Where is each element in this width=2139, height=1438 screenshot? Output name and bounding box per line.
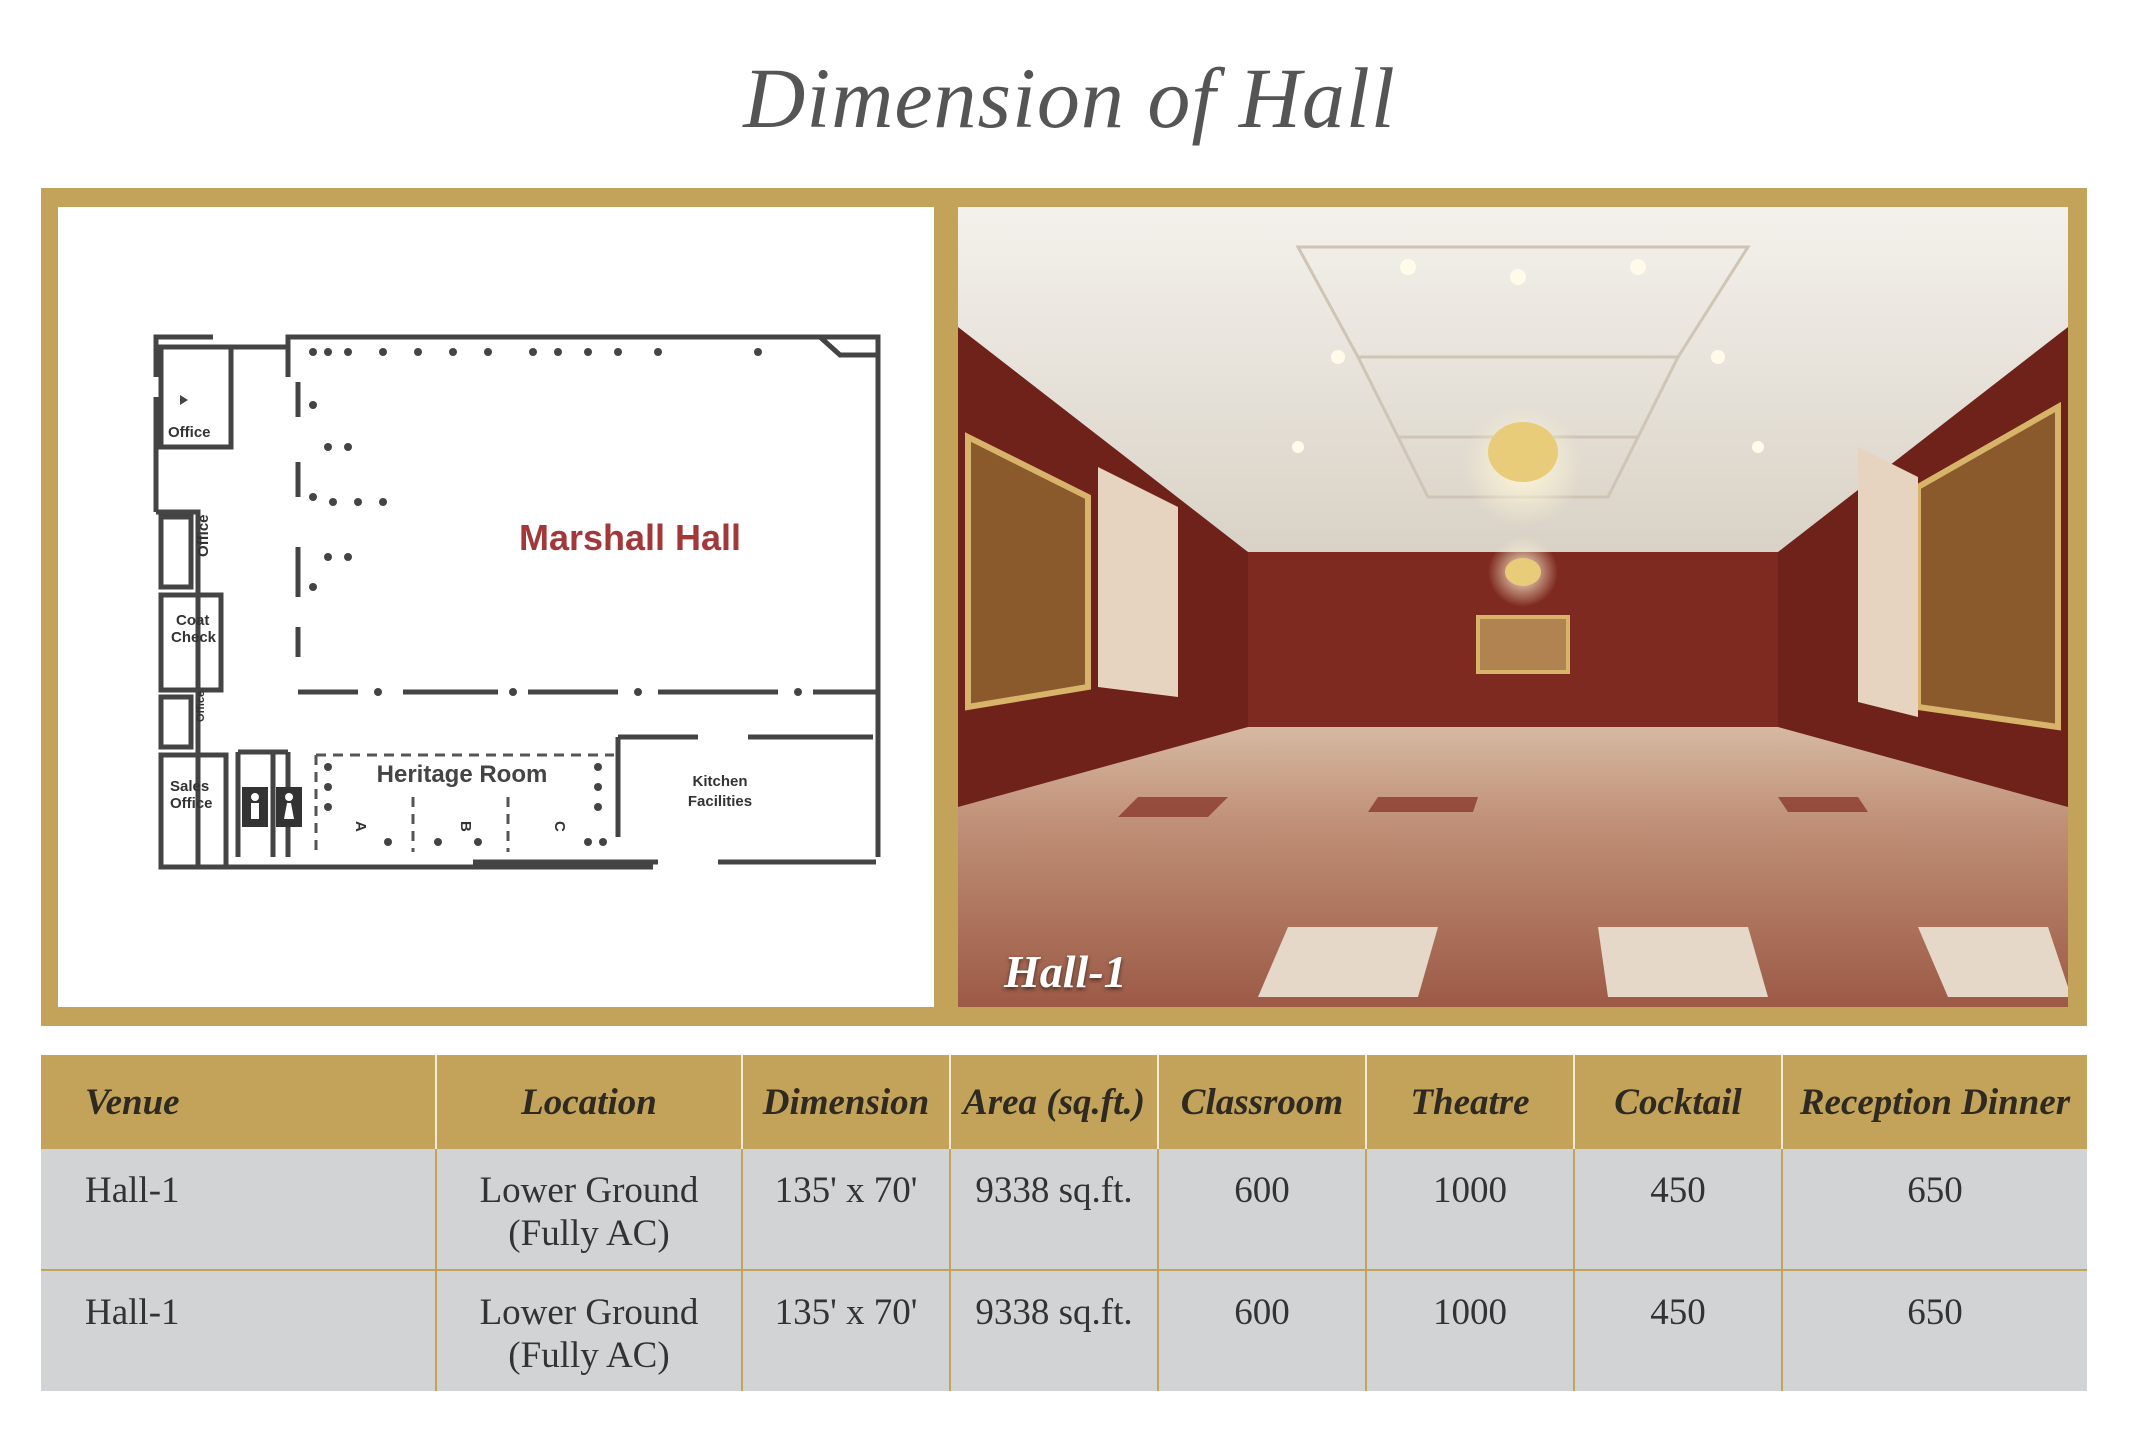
cell-dimension: 135' x 70' (742, 1270, 950, 1391)
hall-photo (958, 207, 2068, 1007)
hall-label-marshall: Marshall Hall (518, 517, 742, 558)
cell-location: Lower Ground (Fully AC) (436, 1149, 742, 1270)
cell-reception-dinner: 650 (1782, 1149, 2087, 1270)
header-location: Location (436, 1055, 742, 1149)
cell-theatre: 1000 (1366, 1270, 1574, 1391)
header-dimension: Dimension (742, 1055, 950, 1149)
cell-classroom: 600 (1158, 1149, 1366, 1270)
header-reception-dinner: Reception Dinner (1782, 1055, 2087, 1149)
cell-reception-dinner: 650 (1782, 1270, 2087, 1391)
room-label-office-3: Office (195, 690, 207, 722)
cell-theatre: 1000 (1366, 1149, 1574, 1270)
room-label-office-2: Office (195, 514, 212, 557)
cell-cocktail: 450 (1574, 1149, 1782, 1270)
cell-venue: Hall-1 (41, 1270, 436, 1391)
room-label-a: A (352, 821, 369, 832)
cell-cocktail: 450 (1574, 1270, 1782, 1391)
cell-classroom: 600 (1158, 1270, 1366, 1391)
hall-photo-illustration (958, 207, 2068, 1007)
page-title: Dimension of Hall (743, 50, 1396, 146)
cell-venue: Hall-1 (41, 1149, 436, 1270)
header-area: Area (sq.ft.) (950, 1055, 1158, 1149)
table-header-row (41, 1055, 2087, 1149)
room-label-facilities: Facilities (687, 793, 753, 810)
floor-plan-panel (58, 207, 934, 1007)
header-classroom: Classroom (1158, 1055, 1366, 1149)
header-venue: Venue (41, 1055, 436, 1149)
room-label-coat: Coat (176, 612, 210, 629)
room-label-office-1: Office (168, 424, 211, 441)
photo-caption: Hall-1 (1004, 946, 1127, 997)
room-label-c: C (551, 821, 568, 832)
room-label-sales-office: Office (170, 795, 213, 812)
room-label-kitchen: Kitchen (692, 773, 748, 790)
cell-location: Lower Ground (Fully AC) (436, 1270, 742, 1391)
room-label-b: B (457, 821, 474, 832)
table-row (41, 1149, 2087, 1270)
venue-table (41, 1055, 2087, 1391)
cell-dimension: 135' x 70' (742, 1149, 950, 1270)
header-cocktail: Cocktail (1574, 1055, 1782, 1149)
cell-area: 9338 sq.ft. (950, 1270, 1158, 1391)
room-label-check: Check (171, 629, 217, 646)
cell-area: 9338 sq.ft. (950, 1149, 1158, 1270)
room-label-heritage: Heritage Room (376, 761, 548, 788)
table-row (41, 1270, 2087, 1391)
header-theatre: Theatre (1366, 1055, 1574, 1149)
floor-plan-drawing (58, 207, 934, 1007)
room-label-sales: Sales (170, 778, 210, 795)
